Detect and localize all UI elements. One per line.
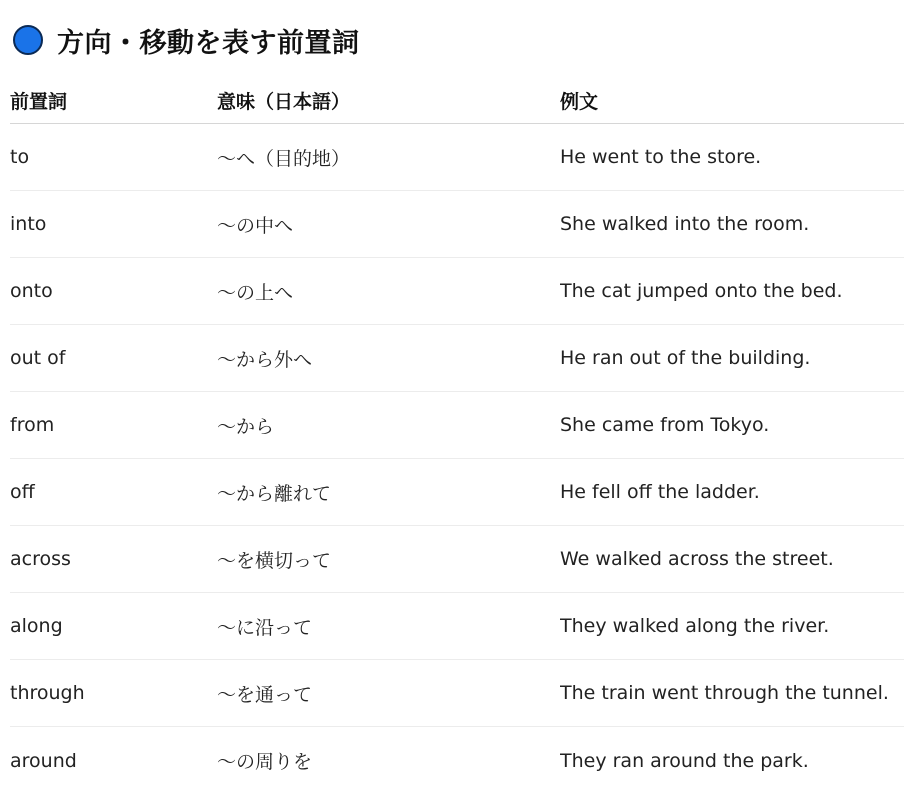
preposition-cell: out of: [10, 347, 66, 369]
example-cell: He went to the store.: [560, 146, 762, 168]
preposition-cell: across: [10, 548, 71, 570]
preposition-cell: along: [10, 615, 63, 637]
prepositions-table: [10, 78, 904, 794]
preposition-cell: through: [10, 682, 85, 704]
example-cell: He ran out of the building.: [560, 347, 811, 369]
preposition-cell: off: [10, 481, 35, 503]
example-cell: The train went through the tunnel.: [560, 682, 889, 704]
table-row: [10, 593, 904, 660]
table-row: [10, 392, 904, 459]
meaning-cell: 〜を横切って: [217, 549, 332, 572]
table-row: [10, 727, 904, 794]
preposition-cell: around: [10, 749, 77, 772]
page-title: 方向・移動を表す前置詞: [57, 27, 360, 59]
table-row: [10, 258, 904, 325]
column-header-example: 例文: [560, 91, 599, 113]
meaning-cell: 〜から外へ: [217, 348, 313, 371]
meaning-cell: 〜の上へ: [217, 281, 294, 304]
table-row: [10, 191, 904, 258]
table-row: [10, 459, 904, 526]
example-cell: They ran around the park.: [560, 749, 809, 772]
example-cell: The cat jumped onto the bed.: [560, 280, 843, 302]
table-row: [10, 660, 904, 727]
table-row: [10, 325, 904, 392]
meaning-cell: 〜を通って: [217, 683, 313, 706]
preposition-cell: to: [10, 146, 30, 168]
example-cell: He fell off the ladder.: [560, 481, 760, 503]
meaning-cell: 〜から離れて: [217, 482, 332, 505]
example-cell: She walked into the room.: [560, 213, 810, 235]
column-header-preposition: 前置詞: [10, 91, 68, 113]
section-heading: [13, 20, 360, 60]
example-cell: We walked across the street.: [560, 548, 834, 570]
meaning-cell: 〜から: [217, 415, 275, 438]
blue-circle-icon: [13, 25, 43, 55]
meaning-cell: 〜に沿って: [217, 616, 313, 639]
example-cell: She came from Tokyo.: [560, 414, 770, 436]
example-cell: They walked along the river.: [560, 615, 830, 637]
meaning-cell: 〜の周りを: [217, 751, 313, 773]
table-row: [10, 124, 904, 191]
column-header-meaning: 意味（日本語）: [217, 91, 351, 113]
meaning-cell: 〜の中へ: [217, 214, 294, 237]
meaning-cell: 〜へ（目的地）: [217, 147, 351, 170]
table-row: [10, 526, 904, 593]
preposition-cell: into: [10, 213, 47, 235]
table-header-row: [10, 78, 904, 124]
preposition-cell: onto: [10, 280, 53, 302]
preposition-cell: from: [10, 414, 55, 436]
